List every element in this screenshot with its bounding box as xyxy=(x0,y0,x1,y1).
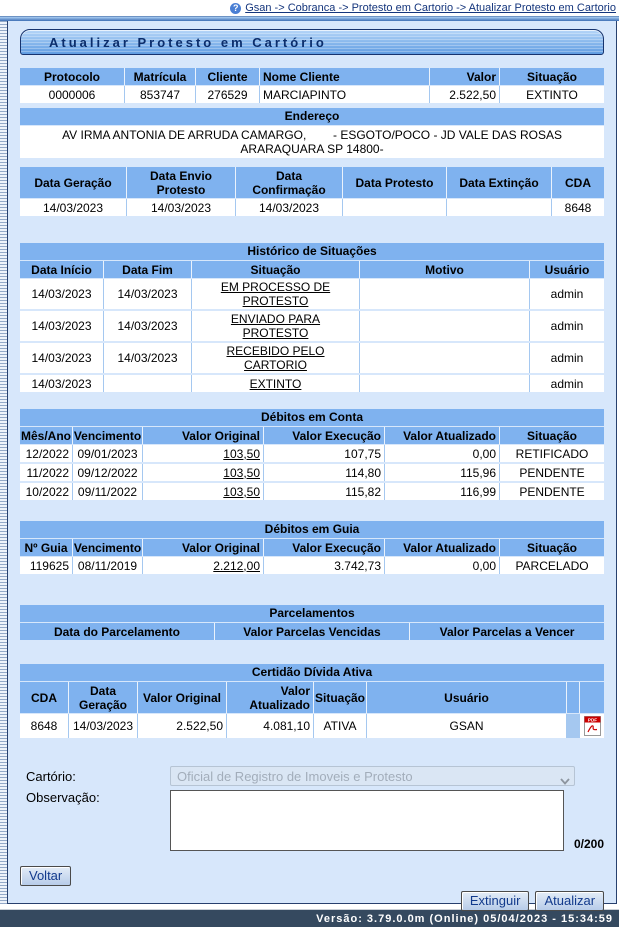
table-row xyxy=(20,445,604,462)
valor-atualizado-value: 116,99 xyxy=(385,483,499,500)
column-header: Situação xyxy=(314,682,366,713)
table-header-row xyxy=(20,68,604,85)
column-header: Usuário xyxy=(530,261,604,278)
cartorio-label: Cartório: xyxy=(26,768,76,784)
cartorio-select[interactable] xyxy=(170,766,575,786)
section-title: Certidão Dívida Ativa xyxy=(20,664,604,681)
pdf-icon[interactable] xyxy=(580,714,604,738)
vencimento-value: 09/01/2023 xyxy=(73,445,142,462)
version-text: Versão: 3.79.0.0m (Online) 05/04/2023 - 15:34:59 xyxy=(316,912,613,925)
column-header: Vencimento xyxy=(73,540,142,555)
column-header: Valor xyxy=(430,68,499,85)
extinguir-button[interactable]: Extinguir xyxy=(461,891,530,911)
page-title: Atualizar Protesto em Cartório xyxy=(20,29,604,55)
column-header: Valor Atualizado xyxy=(227,682,313,713)
footer-bar xyxy=(0,910,619,927)
column-header: Data Fim xyxy=(104,261,191,278)
table-header-row xyxy=(20,167,604,198)
cda-value: 8648 xyxy=(552,199,604,216)
valor-original-link[interactable]: 103,50 xyxy=(223,465,260,480)
column-header: Motivo xyxy=(360,261,529,278)
situacao-link[interactable]: RECEBIDO PELO CARTORIO xyxy=(226,344,325,372)
usuario-value: admin xyxy=(530,279,604,309)
table-row xyxy=(20,714,604,738)
debitos-conta-table xyxy=(20,409,604,500)
motivo-value xyxy=(360,279,529,309)
column-header: Data Início xyxy=(20,261,103,278)
table-row xyxy=(20,375,604,392)
data-confirmacao-value: 14/03/2023 xyxy=(236,199,342,216)
column-header: Usuário xyxy=(367,682,566,713)
breadcrumb xyxy=(0,0,619,16)
column-header: Protocolo xyxy=(20,68,124,85)
nome-cliente-value xyxy=(260,86,429,103)
data-envio-value: 14/03/2023 xyxy=(127,199,235,216)
data-extincao-value xyxy=(447,199,551,216)
dates-table xyxy=(20,167,604,216)
table-row xyxy=(20,557,604,574)
section-title: Débitos em Conta xyxy=(20,409,604,426)
column-header: Situação xyxy=(500,427,604,444)
valor-value: 2.522,50 xyxy=(430,86,499,103)
valor-original-cell xyxy=(143,464,263,481)
motivo-value xyxy=(360,375,529,392)
column-header: Valor Execução xyxy=(264,539,384,556)
situacao-value: ATIVA xyxy=(314,714,366,738)
vencimento-value: 08/11/2019 xyxy=(73,557,142,574)
data-fim-value: 14/03/2023 xyxy=(104,343,191,373)
situacao-cell xyxy=(192,343,359,373)
valor-atualizado-value: 0,00 xyxy=(385,557,499,574)
column-header: Situação xyxy=(500,539,604,556)
table-row xyxy=(20,86,604,103)
table-header-row xyxy=(20,539,604,556)
valor-original-link[interactable]: 103,50 xyxy=(223,446,260,461)
data-inicio-value: 14/03/2023 xyxy=(20,279,103,309)
section-title: Histórico de Situações xyxy=(20,243,604,260)
debitos-guia-table xyxy=(20,521,604,574)
column-header: Nome Cliente xyxy=(260,68,429,85)
cda-number-value: 8648 xyxy=(20,714,68,738)
situacao-value: RETIFICADO xyxy=(500,445,604,462)
usuario-value: admin xyxy=(530,343,604,373)
table-header-row xyxy=(20,682,604,713)
column-header: Situação xyxy=(192,261,359,278)
column-header: Data Geração xyxy=(69,682,137,713)
parcelamentos-table xyxy=(20,605,604,640)
table-row xyxy=(20,483,604,500)
data-inicio-value: 14/03/2023 xyxy=(20,311,103,341)
left-decorative-strip xyxy=(0,21,8,904)
column-header: Cliente xyxy=(196,68,259,85)
valor-original-cell xyxy=(143,445,263,462)
column-header: Valor Atualizado xyxy=(385,427,499,444)
mes-ano-value: 12/2022 xyxy=(20,445,72,462)
vencimento-value: 09/11/2022 xyxy=(73,483,142,500)
situacao-link[interactable]: EM PROCESSO DE PROTESTO xyxy=(220,280,331,308)
valor-original-cell xyxy=(143,557,263,574)
motivo-value xyxy=(360,311,529,341)
situacao-value: PENDENTE xyxy=(500,483,604,500)
situacao-link[interactable]: ENVIADO PARA PROTESTO xyxy=(230,312,321,340)
column-header: Valor Parcelas a Vencer xyxy=(410,623,604,640)
situacao-value: EXTINTO xyxy=(500,86,604,103)
column-header: Valor Original xyxy=(143,427,263,444)
protocolo-value: 0000006 xyxy=(20,86,124,103)
valor-original-value: 2.522,50 xyxy=(138,714,226,738)
nome-last: PINTO xyxy=(309,87,347,102)
data-geracao-value: 14/03/2023 xyxy=(69,714,137,738)
data-inicio-value: 14/03/2023 xyxy=(20,343,103,373)
column-header: Data Geração xyxy=(20,167,126,198)
table-row xyxy=(20,464,604,481)
valor-original-cell xyxy=(143,483,263,500)
endereco-text: AV IRMA ANTONIA DE ARRUDA CAMARGO, - ESGOTO/POCO - JD VALE DAS ROSAS ARARAQUARA SP 14800- xyxy=(20,126,604,158)
usuario-value: GSAN xyxy=(367,714,566,738)
header-spacer xyxy=(580,682,604,713)
column-header: Valor Execução xyxy=(264,427,384,444)
column-header: Data Confirmação xyxy=(236,167,342,198)
voltar-button[interactable]: Voltar xyxy=(20,866,71,886)
mes-ano-value: 10/2022 xyxy=(20,483,72,500)
motivo-value xyxy=(360,343,529,373)
column-header: Situação xyxy=(500,68,604,85)
section-title: Débitos em Guia xyxy=(20,521,604,538)
situacao-cell xyxy=(192,375,359,392)
column-header: Mês/Ano xyxy=(21,428,72,443)
svg-text:PDF: PDF xyxy=(587,717,597,723)
column-header: Data Envio Protesto xyxy=(127,167,235,198)
breadcrumb-link[interactable]: Gsan -> Cobranca -> Protesto em Cartorio -> Atualizar Protesto em Cartorio xyxy=(245,2,616,14)
char-counter: 0/200 xyxy=(574,837,605,851)
column-header: Nº Guia xyxy=(20,539,72,556)
data-fim-value xyxy=(104,375,191,392)
valor-atualizado-value: 0,00 xyxy=(385,445,499,462)
section-title: Parcelamentos xyxy=(20,605,604,622)
valor-original-link[interactable]: 103,50 xyxy=(223,484,260,499)
valor-original-link[interactable]: 2.212,00 xyxy=(213,558,260,573)
usuario-value: admin xyxy=(530,375,604,392)
valor-atualizado-value: 4.081,10 xyxy=(227,714,313,738)
data-geracao-value: 14/03/2023 xyxy=(20,199,126,216)
column-header: Data Protesto xyxy=(343,167,446,198)
data-protesto-value xyxy=(343,199,446,216)
situacao-value: PENDENTE xyxy=(500,464,604,481)
table-row xyxy=(20,343,604,373)
protocolo-table xyxy=(20,68,604,103)
data-inicio-value: 14/03/2023 xyxy=(20,375,103,392)
valor-execucao-value: 107,75 xyxy=(264,445,384,462)
column-header: Valor Parcelas Vencidas xyxy=(215,623,409,640)
situacao-link[interactable]: EXTINTO xyxy=(249,376,302,391)
cartorio-row xyxy=(20,766,604,786)
header-spacer xyxy=(567,682,579,713)
valor-execucao-value: 3.742,73 xyxy=(264,557,384,574)
situacao-cell xyxy=(192,279,359,309)
vencimento-value: 09/12/2022 xyxy=(73,464,142,481)
column-header: CDA xyxy=(20,682,68,713)
historico-table xyxy=(20,243,604,392)
situacao-value: PARCELADO xyxy=(500,557,604,574)
observacao-textarea[interactable] xyxy=(170,790,564,851)
valor-atualizado-value: 115,96 xyxy=(385,464,499,481)
table-row xyxy=(20,311,604,341)
table-row xyxy=(20,199,604,216)
nome-first: MARCIA xyxy=(263,87,310,102)
table-header-row xyxy=(20,623,604,640)
valor-execucao-value: 115,82 xyxy=(264,483,384,500)
column-header: Valor Original xyxy=(143,539,263,556)
endereco-section xyxy=(20,108,604,158)
table-row xyxy=(20,279,604,309)
situacao-cell xyxy=(192,311,359,341)
matricula-value: 853747 xyxy=(125,86,195,103)
section-title: Endereço xyxy=(20,108,604,125)
table-header-row xyxy=(20,427,604,444)
column-header: Matrícula xyxy=(125,68,195,85)
column-header: Vencimento xyxy=(73,428,142,443)
cda-table xyxy=(20,664,604,738)
row-spacer xyxy=(567,714,579,738)
num-guia-value: 119625 xyxy=(20,557,72,574)
observacao-row xyxy=(20,790,604,851)
help-icon[interactable]: ? xyxy=(230,3,241,14)
column-header: Valor Atualizado xyxy=(385,539,499,556)
observacao-label: Observação: xyxy=(26,790,100,805)
column-header: CDA xyxy=(552,167,604,198)
column-header: Data Extinção xyxy=(447,167,551,198)
column-header: Valor Original xyxy=(138,682,226,713)
table-header-row xyxy=(20,261,604,278)
valor-execucao-value: 114,80 xyxy=(264,464,384,481)
atualizar-button[interactable]: Atualizar xyxy=(535,891,604,911)
main-content xyxy=(8,21,617,908)
usuario-value: admin xyxy=(530,311,604,341)
column-header: Data do Parcelamento xyxy=(20,623,214,640)
data-fim-value: 14/03/2023 xyxy=(104,311,191,341)
data-fim-value: 14/03/2023 xyxy=(104,279,191,309)
mes-ano-value: 11/2022 xyxy=(20,464,72,481)
cliente-value: 276529 xyxy=(196,86,259,103)
